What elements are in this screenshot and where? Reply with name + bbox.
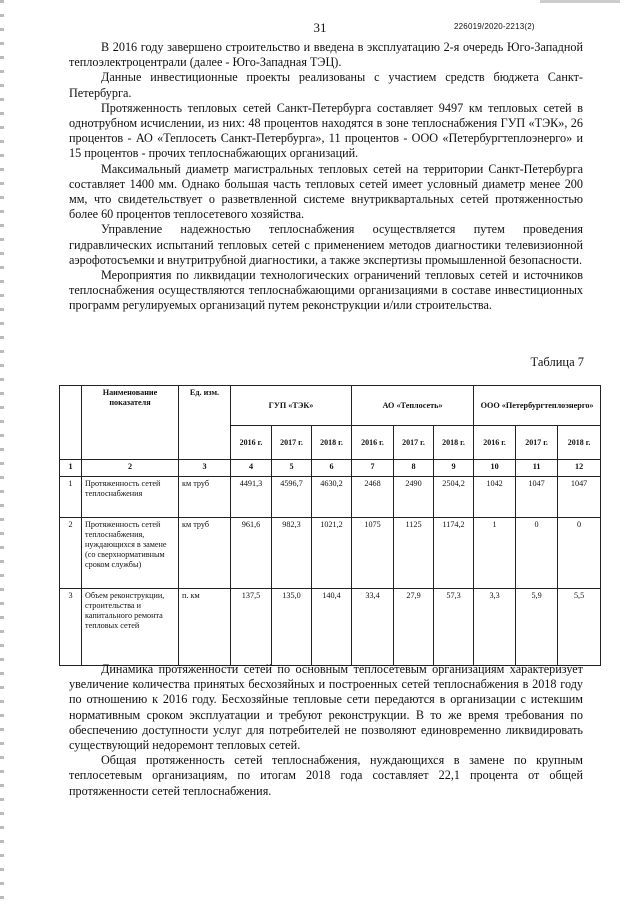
value-cell: 135,0 [272, 589, 312, 666]
value-cell: 1047 [516, 477, 558, 518]
year-header: 2017 г. [516, 426, 558, 460]
paragraph: В 2016 году завершено строительство и введена в эксплуатацию 2-я очередь Юго-Западной теплоэлектроцентрали (далее - Юго-Западная ТЭЦ). [69, 40, 583, 70]
paragraph: Управление надежностью теплоснабжения осуществляется путем проведения гидравлических испытаний тепловых сетей с применением методов диагностики телевизионной аэрофотосъемки и внутритрубной диагностики, а также экспертизы промышленной безопасности. [69, 222, 583, 267]
column-number: 9 [434, 460, 474, 477]
value-cell: 0 [516, 518, 558, 589]
column-number: 4 [231, 460, 272, 477]
table-caption: Таблица 7 [530, 355, 584, 369]
column-number: 8 [394, 460, 434, 477]
value-cell: 1 [474, 518, 516, 589]
row-unit: км труб [179, 477, 231, 518]
column-number: 7 [352, 460, 394, 477]
header-indicator-name: Наименование показателя [82, 386, 179, 460]
column-number: 2 [82, 460, 179, 477]
value-cell: 1174,2 [434, 518, 474, 589]
scan-top-artifact [540, 0, 620, 3]
value-cell: 5,5 [558, 589, 601, 666]
header-cell-blank [60, 386, 82, 460]
column-number: 12 [558, 460, 601, 477]
table-row [60, 589, 601, 666]
year-header: 2017 г. [272, 426, 312, 460]
row-indicator-name: Протяженность сетей теплоснабжения [82, 477, 179, 518]
column-number: 5 [272, 460, 312, 477]
value-cell: 27,9 [394, 589, 434, 666]
value-cell: 5,9 [516, 589, 558, 666]
value-cell: 2490 [394, 477, 434, 518]
table-row [60, 477, 601, 518]
page-number: 31 [313, 20, 327, 35]
value-cell: 4630,2 [312, 477, 352, 518]
column-number: 10 [474, 460, 516, 477]
year-header: 2018 г. [312, 426, 352, 460]
year-header: 2016 г. [474, 426, 516, 460]
year-header: 2016 г. [231, 426, 272, 460]
year-header: 2017 г. [394, 426, 434, 460]
row-indicator-name: Объем реконструкции, строительства и капитального ремонта тепловых сетей [82, 589, 179, 666]
value-cell: 1047 [558, 477, 601, 518]
value-cell: 961,6 [231, 518, 272, 589]
value-cell: 0 [558, 518, 601, 589]
value-cell: 1021,2 [312, 518, 352, 589]
row-unit: п. км [179, 589, 231, 666]
column-number: 6 [312, 460, 352, 477]
value-cell: 2468 [352, 477, 394, 518]
paragraph: Общая протяженность сетей теплоснабжения, нуждающихся в замене по крупным теплосетевым организациям, по итогам 2018 года составляет 22,1 процента от общей протяженности сетей теплоснабжения. [69, 753, 583, 798]
year-header: 2018 г. [558, 426, 601, 460]
value-cell: 982,3 [272, 518, 312, 589]
table-header-row [60, 386, 601, 426]
year-header: 2016 г. [352, 426, 394, 460]
body-text-bottom [69, 662, 583, 799]
header-org-teploset: АО «Теплосеть» [352, 386, 474, 426]
value-cell: 137,5 [231, 589, 272, 666]
value-cell: 1125 [394, 518, 434, 589]
value-cell: 33,4 [352, 589, 394, 666]
row-number: 2 [60, 518, 82, 589]
value-cell: 57,3 [434, 589, 474, 666]
table-row [60, 518, 601, 589]
row-unit: км труб [179, 518, 231, 589]
column-number: 1 [60, 460, 82, 477]
value-cell: 2504,2 [434, 477, 474, 518]
value-cell: 1042 [474, 477, 516, 518]
paragraph: Максимальный диаметр магистральных тепловых сетей на территории Санкт-Петербурга составляет 1400 мм. Однако большая часть тепловых сетей имеет условный диаметр менее 200 мм, что свидетельствует о разветвленной системе внутриквартальных сетей протяженностью более 60 процентов теплосетевого хозяйства. [69, 161, 583, 222]
column-numbers-row [60, 460, 601, 477]
value-cell: 4491,3 [231, 477, 272, 518]
paragraph: Протяженность тепловых сетей Санкт-Петербурга составляет 9497 км тепловых сетей в однотрубном исчислении, из них: 48 процентов находятся в зоне теплоснабжения ГУП «ТЭК», 26 процентов - АО «Теплосеть Санкт-Петербурга», 11 процентов - ООО «Петербургтеплоэнерго» и 15 процентов - прочих теплоснабжающих организаций. [69, 100, 583, 161]
paragraph: Данные инвестиционные проекты реализованы с участием средств бюджета Санкт-Петербурга. [69, 70, 583, 100]
row-indicator-name: Протяженность сетей теплоснабжения, нуждающихся в замене (со сверхнормативным сроком службы) [82, 518, 179, 589]
year-header: 2018 г. [434, 426, 474, 460]
value-cell: 140,4 [312, 589, 352, 666]
value-cell: 4596,7 [272, 477, 312, 518]
column-number: 3 [179, 460, 231, 477]
header-org-gup-tek: ГУП «ТЭК» [231, 386, 352, 426]
document-id: 226019/2020-2213(2) [454, 22, 535, 31]
value-cell: 1075 [352, 518, 394, 589]
paragraph: Динамика протяженности сетей по основным теплосетевым организациям характеризует увеличение количества принятых бесхозяйных и построенных сетей теплоснабжения в 2018 году по отношению к 2016 году. Бесхозяйные тепловые сети передаются в организации с истекшим нормативным сроком эксплуатации и требуют реконструкции. В то же время требования по обеспечению доступности услуг для потребителей не позволяют единовременно ликвидировать существующий недоремонт тепловых сетей. [69, 662, 583, 753]
row-number: 3 [60, 589, 82, 666]
body-text-top [69, 40, 583, 314]
scan-edge-artifact [0, 0, 4, 905]
data-table [59, 385, 601, 666]
column-number: 11 [516, 460, 558, 477]
header-org-peterburgteploenergo: ООО «Петербургтеплоэнерго» [474, 386, 601, 426]
row-number: 1 [60, 477, 82, 518]
value-cell: 3,3 [474, 589, 516, 666]
paragraph: Мероприятия по ликвидации технологических ограничений тепловых сетей и источников теплоснабжения осуществляются теплоснабжающими организациями в составе инвестиционных программ регулируемых организаций путем реконструкции и/или строительства. [69, 268, 583, 313]
header-unit: Ед. изм. [179, 386, 231, 460]
